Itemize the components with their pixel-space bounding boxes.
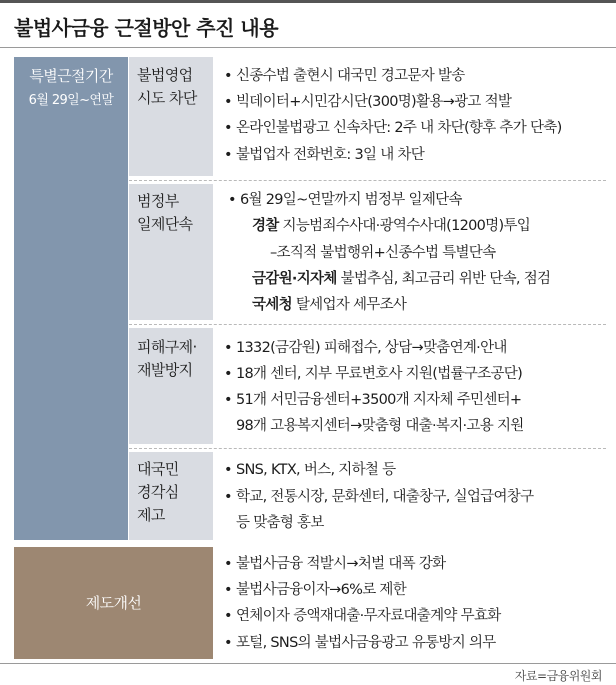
category-block-crackdown [129,184,213,320]
category-label-line: 일제단속 [137,215,193,233]
agency-line-nts: 국세청 탈세업자 세무조사 [252,297,407,313]
institutional-reform-label: 제도개선 [85,594,142,612]
special-period-panel [14,57,128,540]
bullet-icon: • [224,489,232,505]
list-item: • 불법업자 전화번호: 3일 내 차단 [224,144,424,166]
bullet-icon: • [228,192,236,208]
list-item: • 1332(금감원) 피해접수, 상담→맞춤연계·안내 [224,337,507,359]
row-divider [129,448,606,449]
bullet-icon: • [224,462,232,478]
agency-line-fss: 금감원·지자체 불법추심, 최고금리 위반 단속, 점검 [252,271,551,287]
list-item: • 51개 서민금융센터+3500개 지자체 주민센터+ [224,389,521,411]
list-item: • 6월 29일~연말까지 범정부 일제단속 [228,189,462,211]
bullet-icon: • [224,94,232,110]
top-border [0,0,616,3]
category-label-line: 경각심 [137,483,179,501]
special-period-dates: 6월 29일~연말 [28,93,114,108]
category-label-line: 범정부 [137,192,179,210]
list-item: • 학교, 전통시장, 문화센터, 대출창구, 실업급여창구 [224,486,533,508]
category-block-awareness [129,452,213,540]
page-title: 불법사금융 근절방안 추진 내용 [14,16,279,40]
list-item-continuation: 등 맞춤형 홍보 [236,515,324,531]
bullet-icon: • [224,635,232,651]
bullet-icon: • [224,392,232,408]
list-item: • 빅데이터+시민감시단(300명)활용→광고 적발 [224,91,511,113]
list-item: • 연체이자 증액재대출·무자료대출계약 무효화 [224,605,501,627]
category-block-illegal-business [129,57,213,176]
list-item: • SNS, KTX, 버스, 지하철 등 [224,459,395,481]
bullet-icon: • [224,147,232,163]
institutional-reform-panel [14,547,213,659]
category-label-line: 재발방지 [137,361,193,379]
bullet-icon: • [224,366,232,382]
row-divider [129,180,606,181]
category-label-line: 제고 [137,506,165,524]
special-period-label: 특별근절기간 [29,67,113,85]
category-label-line: 대국민 [137,460,179,478]
list-item-continuation: 98개 고용복지센터→맞춤형 대출·복지·고용 지원 [236,418,524,434]
list-item: • 신종수법 출현시 대국민 경고문자 발송 [224,65,465,87]
bullet-icon: • [224,340,232,356]
list-item: • 온라인불법광고 신속차단: 2주 내 차단(향후 추가 단축) [224,117,562,139]
agency-line-police: 경찰 지능범죄수사대·광역수사대(1200명)투입 [252,218,531,234]
bullet-icon: • [224,68,232,84]
bullet-icon: • [224,556,232,572]
category-label-line: 시도 차단 [137,89,197,107]
category-label-line: 피해구제· [137,338,197,356]
list-item: • 불법사금융 적발시→처벌 대폭 강화 [224,553,445,575]
bullet-icon: • [224,120,232,136]
category-label-line: 불법영업 [137,66,193,84]
list-item: • 포털, SNS의 불법사금융광고 유통방지 의무 [224,632,496,654]
bottom-divider [0,663,616,664]
bullet-icon: • [224,608,232,624]
bullet-icon: • [224,582,232,598]
row-divider [129,324,606,325]
list-item: • 불법사금융이자→6%로 제한 [224,579,406,601]
category-block-relief [129,328,213,444]
source-credit: 자료=금융위원회 [514,669,602,683]
agency-line-police-sub: –조직적 불법행위+신종수법 특별단속 [270,245,496,261]
title-divider [0,47,616,48]
list-item: • 18개 센터, 지부 무료변호사 지원(법률구조공단) [224,363,522,385]
